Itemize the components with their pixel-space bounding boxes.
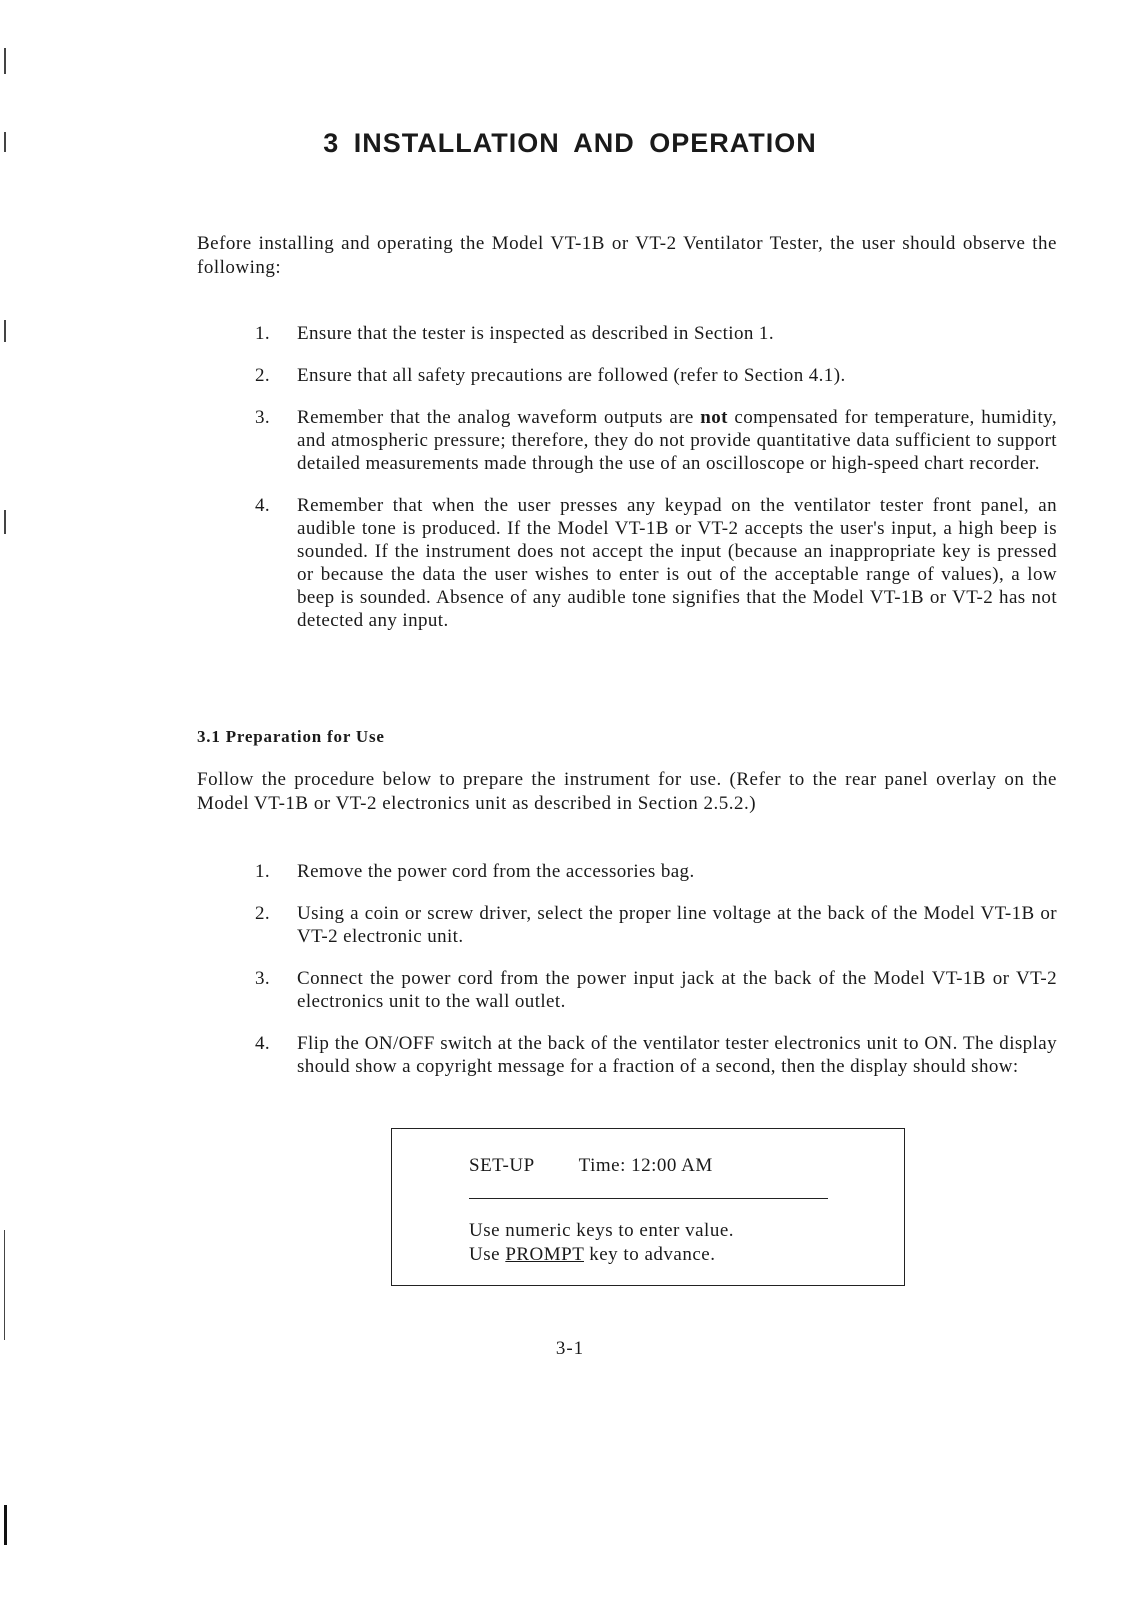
display-message-line: [469, 1243, 734, 1267]
page-number: 3-1: [555, 1338, 585, 1359]
steps-list: [255, 860, 1057, 1097]
list-item: [255, 902, 1057, 948]
list-item: [255, 494, 1057, 632]
display-time: Time: 12:00 AM: [578, 1155, 713, 1176]
list-text-part: compensated for temperature, humidity, and atmospheric pressure; therefore, they do not provide quantitative data sufficient to support detailed measurements made through the use of an oscilloscope or high-speed chart recorder.: [297, 407, 1057, 474]
list-item: [255, 322, 1057, 345]
list-text: Ensure that the tester is inspected as described in Section 1.: [297, 323, 774, 344]
display-message-part: Use: [469, 1244, 506, 1265]
display-message-line: Use numeric keys to enter value.: [469, 1220, 735, 1241]
display-header: [469, 1155, 713, 1177]
prompt-key-label: PROMPT: [505, 1244, 584, 1265]
display-message: [469, 1219, 734, 1267]
list-number: 4.: [255, 1033, 271, 1054]
scan-edge-mark: [4, 1505, 7, 1545]
section-intro-paragraph: Follow the procedure below to prepare the instrument for use. (Refer to the rear panel overlay on the Model VT-1B or VT-2 electronics unit as described in Section 2.5.2.): [197, 769, 1057, 814]
scan-edge-mark: [4, 510, 6, 534]
display-screen-box: [391, 1128, 905, 1286]
scan-edge-mark: [4, 1230, 5, 1340]
list-text: Connect the power cord from the power input jack at the back of the Model VT-1B or VT-2 electronics unit to the wall outlet.: [297, 968, 1057, 1012]
list-text: [297, 407, 1057, 474]
list-text: Using a coin or screw driver, select the proper line voltage at the back of the Model VT-1B or VT-2 electronic unit.: [297, 903, 1057, 947]
list-text-part: Remember that the analog waveform outputs are: [297, 407, 701, 428]
display-divider: [469, 1198, 828, 1199]
list-text: Remove the power cord from the accessories bag.: [297, 861, 695, 882]
list-item: [255, 364, 1057, 387]
list-number: 2.: [255, 903, 271, 924]
list-number: 4.: [255, 495, 271, 516]
list-text: Flip the ON/OFF switch at the back of the ventilator tester electronics unit to ON. The display should show a copyright message for a fraction of a second, then the display should show:: [297, 1033, 1057, 1077]
list-number: 3.: [255, 407, 271, 428]
scan-edge-mark: [4, 320, 6, 342]
intro-paragraph: Before installing and operating the Model VT-1B or VT-2 Ventilator Tester, the user should observe the following:: [197, 233, 1057, 278]
list-item: [255, 860, 1057, 883]
precautions-list: [255, 322, 1057, 651]
list-text: Remember that when the user presses any keypad on the ventilator tester front panel, an audible tone is produced. If the Model VT-1B or VT-2 accepts the user's input, a high beep is sounded. If the instrument does not accept the input (because an inappropriate key is pressed or because the data the user wishes to enter is out of the acceptable range of values), a low beep is sounded. Absence of any audible tone signifies that the Model VT-1B or VT-2 has not detected any input.: [297, 495, 1057, 631]
display-mode: SET-UP: [469, 1155, 535, 1176]
list-item: [255, 406, 1057, 475]
scan-edge-mark: [4, 48, 6, 74]
list-number: 1.: [255, 861, 271, 882]
list-item: [255, 1032, 1057, 1078]
list-text: Ensure that all safety precautions are followed (refer to Section 4.1).: [297, 365, 846, 386]
list-number: 1.: [255, 323, 271, 344]
list-number: 3.: [255, 968, 271, 989]
emphasis-not: not: [700, 407, 728, 428]
display-message-part: key to advance.: [584, 1244, 716, 1265]
list-item: [255, 967, 1057, 1013]
list-number: 2.: [255, 365, 271, 386]
chapter-title: 3 INSTALLATION AND OPERATION: [323, 128, 817, 158]
section-heading: 3.1 Preparation for Use: [197, 727, 385, 746]
